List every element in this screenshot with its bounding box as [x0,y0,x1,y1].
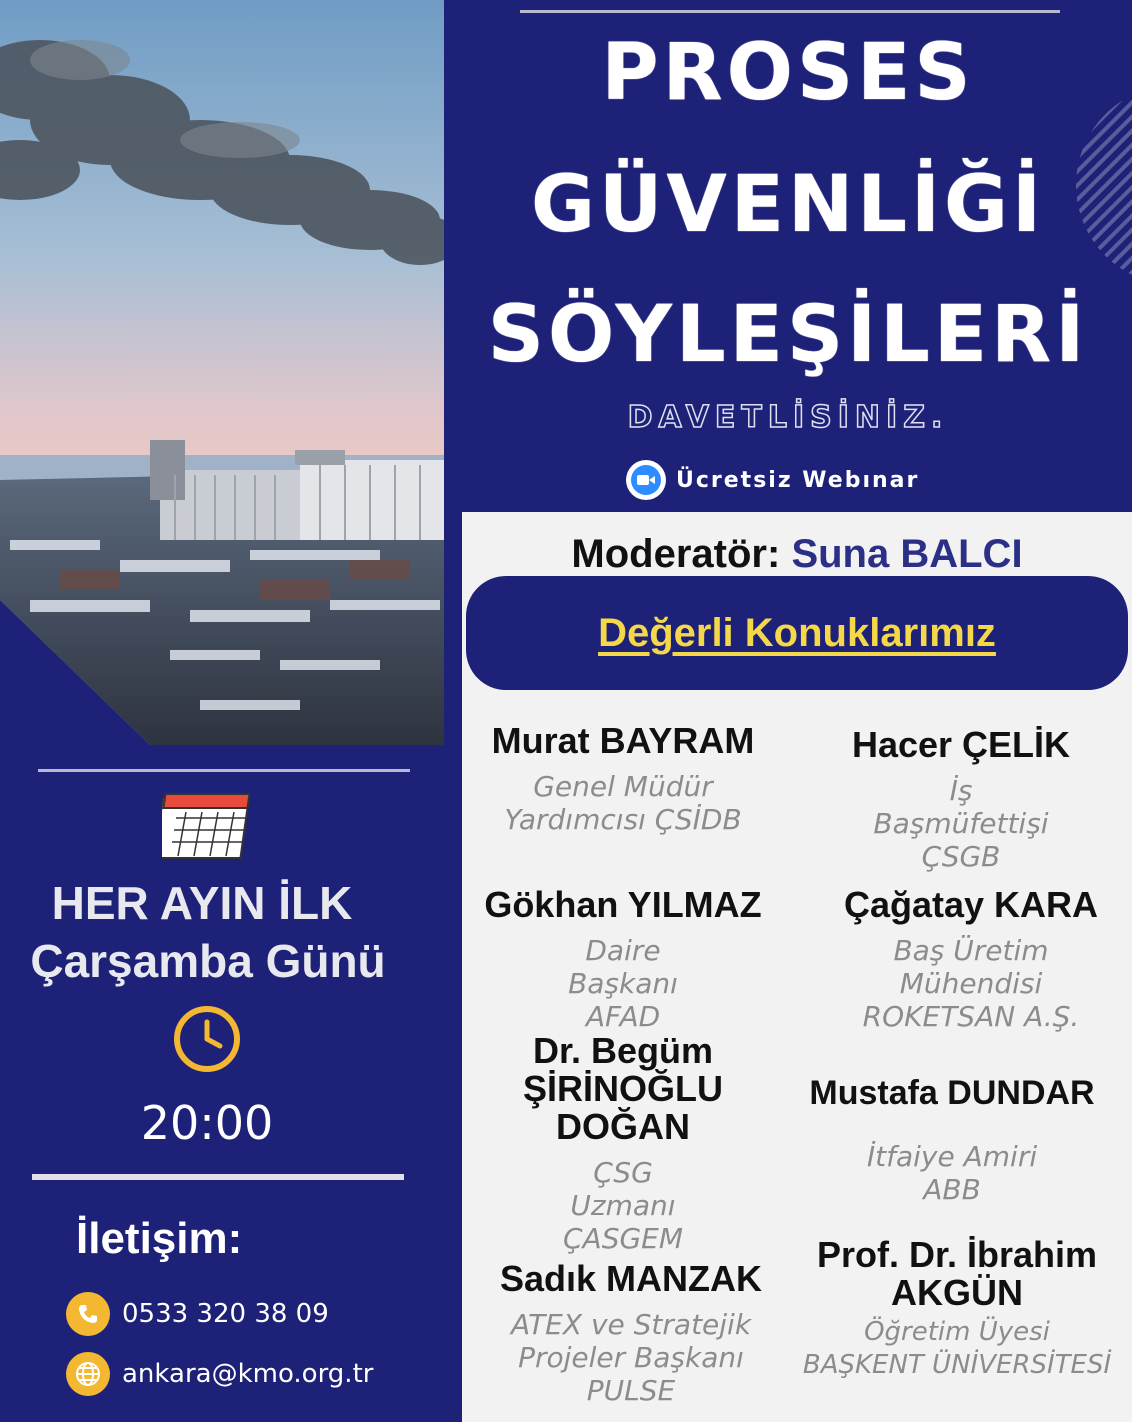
guest-name: Sadık MANZAK [499,1258,763,1299]
moderator-name: Suna BALCI [791,532,1023,576]
guest-card [466,1260,796,1407]
moderator-label: Moderatör: [571,532,781,576]
guest-card [796,726,1126,873]
contact-phone[interactable]: 0533 320 38 09 [122,1299,329,1329]
guest-role: Daire Başkanı AFAD [568,934,678,1033]
guest-card [458,722,788,836]
contact-email[interactable]: ankara@kmo.org.tr [122,1359,374,1389]
guest-role: ATEX ve Stratejik Projeler Başkanı PULSE [510,1308,752,1407]
guests-panel [462,512,1132,1422]
header-area [444,0,1132,512]
guests-banner [466,576,1128,690]
webinar-badge [626,460,919,500]
zoom-video-icon [626,460,666,500]
guests-title: Değerli Konuklarımız [598,610,996,655]
guest-name: Mustafa DUNDAR [809,1074,1095,1112]
guest-role: Öğretim Üyesi BAŞKENT ÜNİVERSİTESİ [802,1317,1112,1380]
phone-icon [66,1292,110,1336]
guest-role: Genel Müdür Yardımcısı ÇSİDB [504,770,742,836]
guest-role: İş Başmüfettişi ÇSGB [873,774,1049,873]
guest-card [458,1032,788,1255]
guest-card [806,886,1132,1033]
guest-card [458,886,788,1033]
invite-text: DAVETLİSİNİZ. [627,400,949,435]
webinar-label: Ücretsiz Webınar [676,467,920,493]
guest-card [782,1074,1122,1206]
title-line-1: PROSES [601,28,975,118]
contact-phone-row[interactable] [66,1292,329,1336]
left-divider-bottom [32,1174,404,1180]
guest-name: Hacer ÇELİK [851,724,1071,765]
guest-name: Gökhan YILMAZ [484,884,762,925]
guest-role: ÇSG Uzmanı ÇASGEM [562,1156,684,1255]
contact-title: İletişim: [76,1214,243,1263]
left-divider-top [38,769,410,772]
guest-name: Murat BAYRAM [491,720,755,761]
schedule-day-line1: HER AYIN İLK [51,877,353,929]
schedule-day-line2: Çarşamba Günü [30,935,386,987]
contact-email-row[interactable] [66,1352,373,1396]
globe-icon [66,1352,110,1396]
industrial-skyline-photo [0,0,444,745]
clock-icon [172,1004,242,1078]
guest-name: Dr. Begüm ŞİRİNOĞLU DOĞAN [522,1030,723,1147]
guest-card [782,1236,1132,1382]
guest-name: Prof. Dr. İbrahim AKGÜN [816,1234,1098,1313]
schedule-time: 20:00 [140,1096,274,1150]
title-line-2: GÜVENLİĞİ [530,160,1046,250]
guest-role: Baş Üretim Mühendisi ROKETSAN A.Ş. [862,934,1080,1033]
calendar-icon [162,790,254,864]
guest-name: Çağatay KARA [843,884,1099,925]
title-line-3: SÖYLEŞİLERİ [487,290,1089,380]
guest-role: İtfaiye Amiri ABB [866,1140,1038,1206]
moderator-line [462,532,1132,577]
header-top-divider [520,10,1060,13]
